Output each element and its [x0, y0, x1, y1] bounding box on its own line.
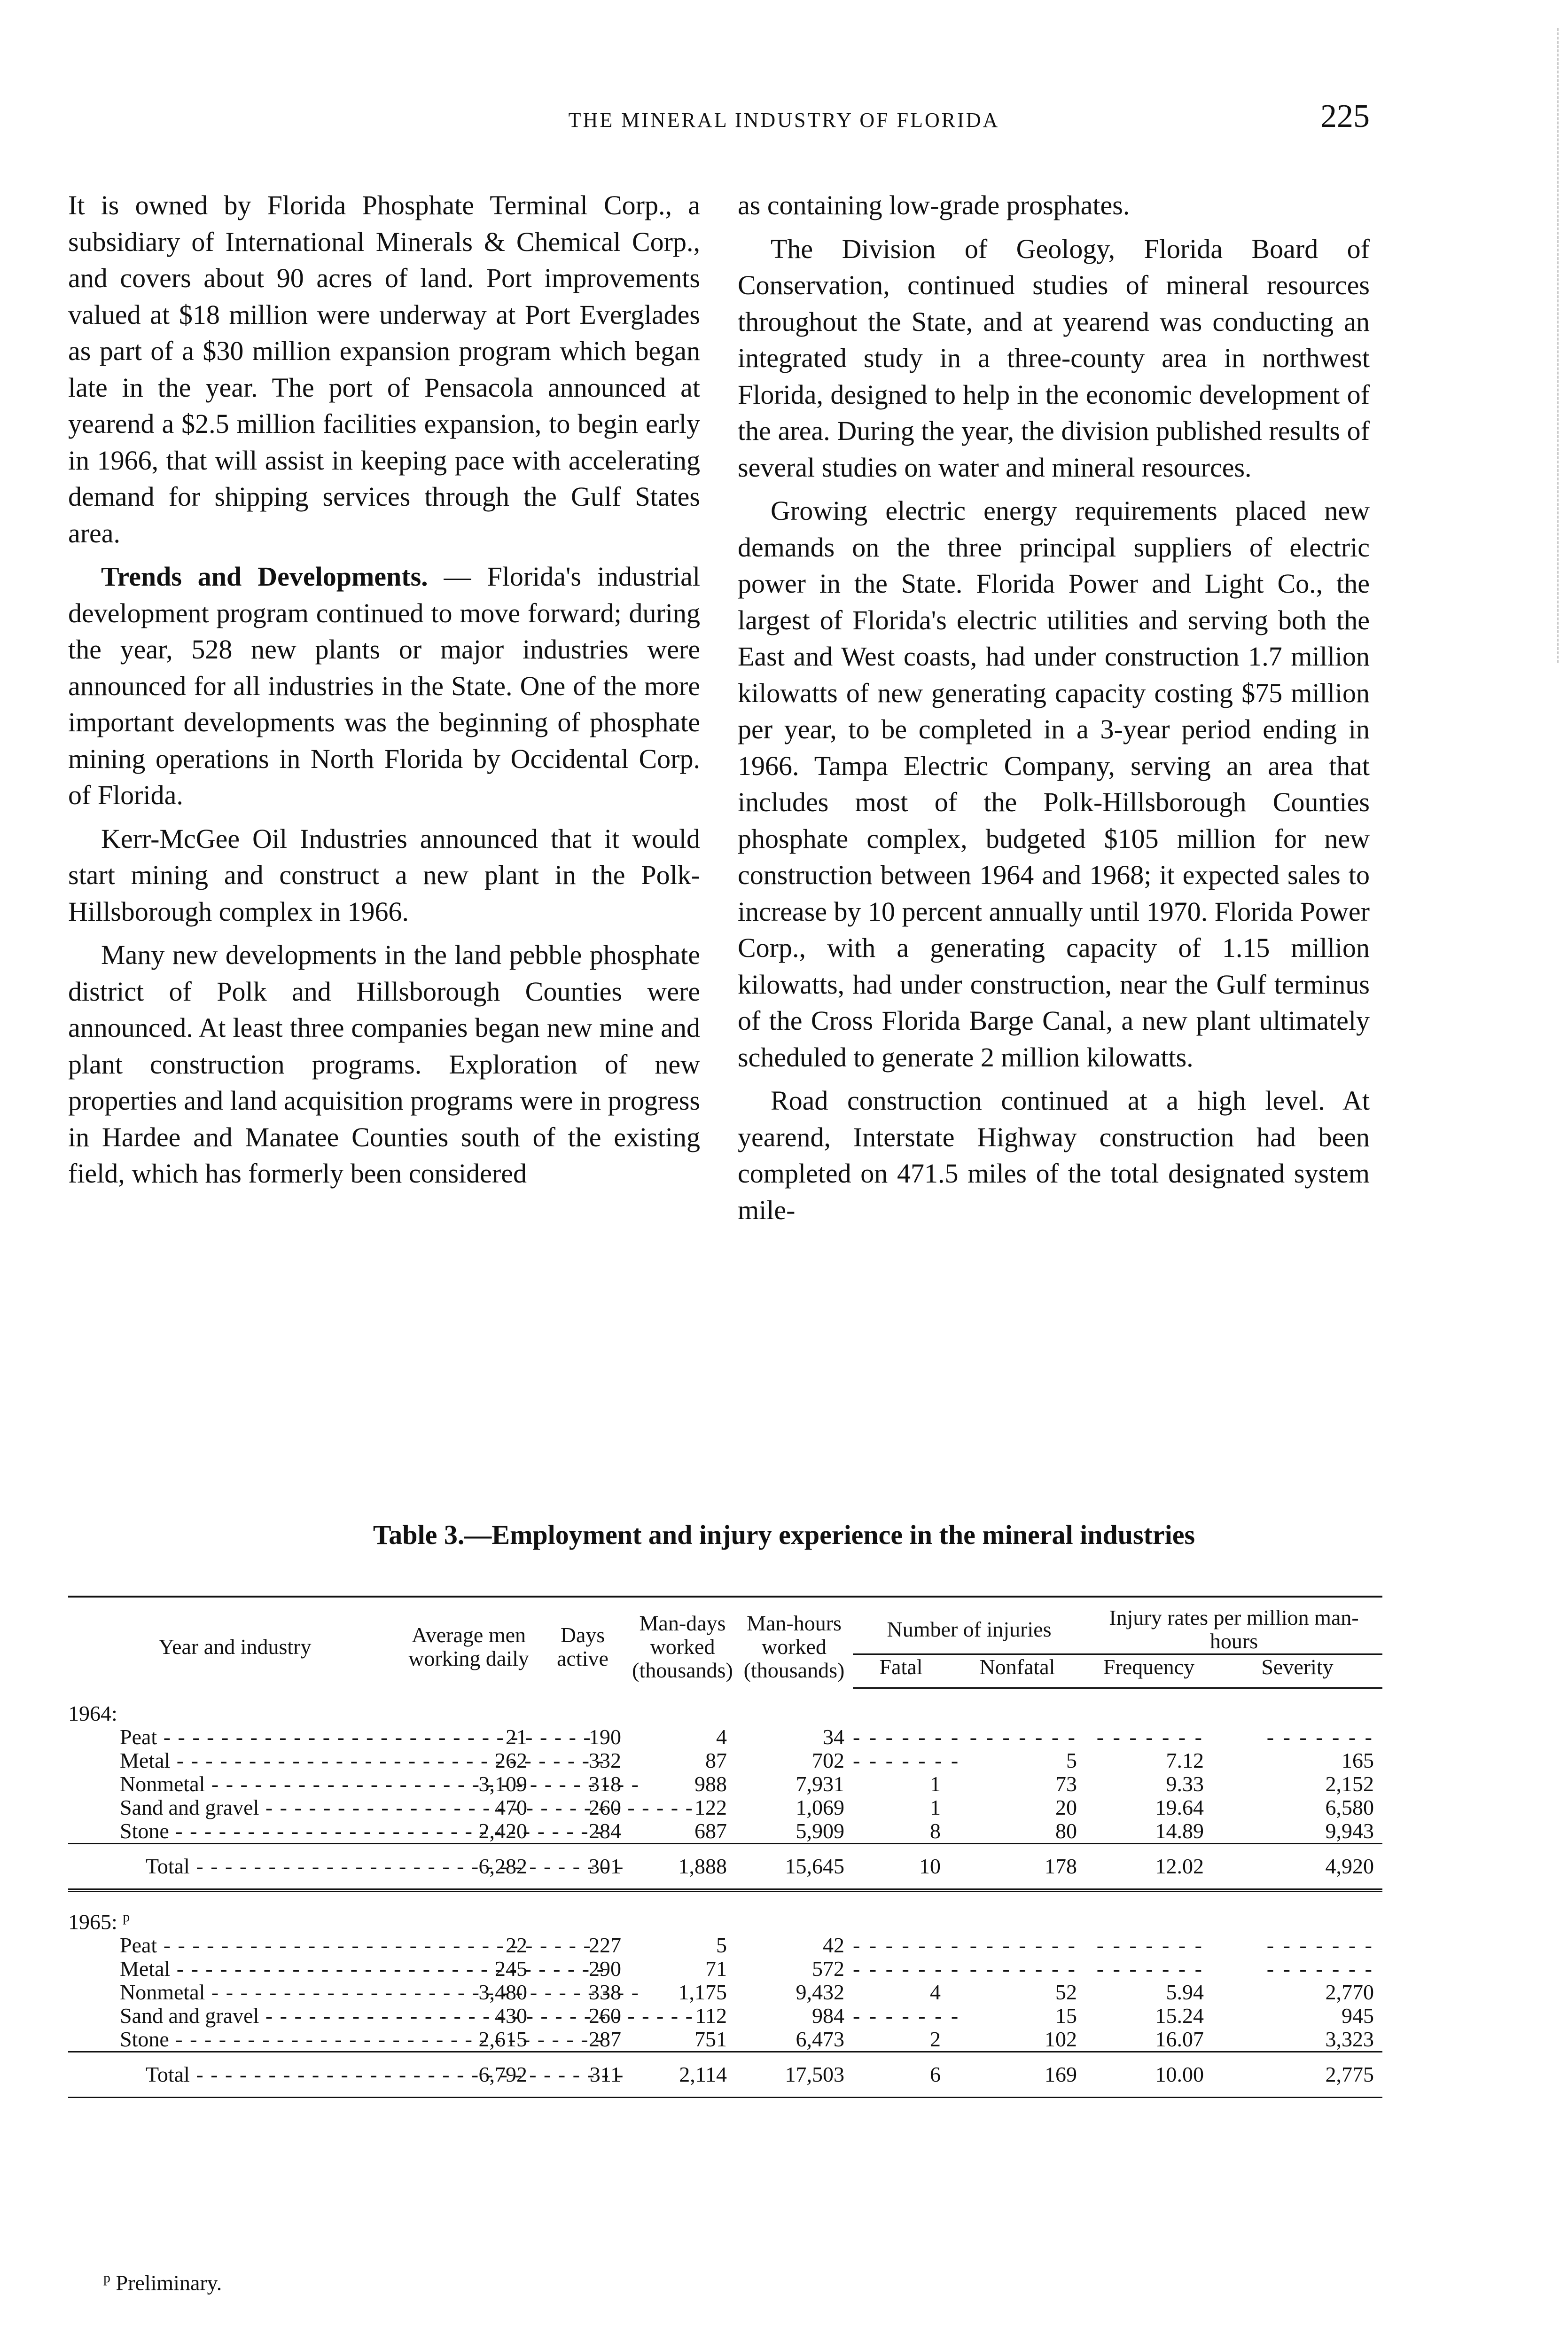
total-manhours-cell: 15,645	[785, 1854, 844, 1878]
men-cell: 22	[506, 1933, 527, 1958]
men-cell: 2,615	[478, 2027, 527, 2052]
year-label: 1964:	[68, 1701, 117, 1725]
fatal-cell: 1	[930, 1795, 941, 1819]
nonfatal-cell: 80	[1055, 1819, 1077, 1843]
mandays-cell: 751	[694, 2027, 727, 2052]
severity-cell: 2,152	[1325, 1772, 1374, 1796]
industry-cell: Sand and gravel - - -	[68, 2004, 402, 2028]
manhours-cell: 984	[812, 2004, 844, 2028]
paragraph: Trends and Developments. — Florida's industrial development program continued to move forward; during the year, 528 new plants or major industries were announced for all industries in the State. One of the more important developments was the beginning of phosphate mining operations in North Florida by Occidental Corp. of Florida.	[68, 561, 700, 810]
fatal-cell: 8	[930, 1819, 941, 1843]
total-mandays-cell: 2,114	[679, 2062, 727, 2087]
days-cell: 338	[589, 1980, 621, 2005]
industry-cell: Metal - - -	[68, 1957, 402, 1981]
total-men-cell: 6,282	[478, 1854, 527, 1878]
header-fatal: Fatal	[853, 1654, 949, 1688]
frequency-cell: - - - - - - -	[1096, 1957, 1204, 1981]
total-severity-cell: 4,920	[1325, 1854, 1374, 1878]
run-in-heading: Trends and Developments.	[101, 561, 428, 592]
total-label: Total - - -	[68, 1844, 402, 1889]
men-cell: 262	[495, 1748, 527, 1772]
table-body-1964	[68, 1688, 1382, 1891]
industry-cell: Nonmetal - - -	[68, 1981, 402, 2004]
header-man-hours: Man-hours worked (thousands)	[735, 1597, 853, 1688]
frequency-cell: 5.94	[1166, 1980, 1204, 2005]
industry-cell: Peat - - -	[68, 1725, 402, 1749]
fatal-cell: 4	[930, 1980, 941, 2005]
fatal-cell: 1	[930, 1772, 941, 1796]
severity-cell: - - - - - - -	[1266, 1725, 1374, 1749]
men-cell: 3,480	[478, 1980, 527, 2005]
industry-cell: Sand and gravel - - -	[68, 1796, 402, 1819]
footnote: $^p$ Preliminary.	[103, 2270, 222, 2295]
table-body-1965	[68, 1890, 1382, 2098]
industry-cell: Peat - - -	[68, 1934, 402, 1957]
days-cell: 260	[589, 2004, 621, 2028]
total-days-cell: 311	[589, 2062, 621, 2087]
manhours-cell: 5,909	[796, 1819, 844, 1843]
manhours-cell: 6,473	[796, 2027, 844, 2052]
paragraph: Growing electric energy requirements placed new demands on the three principal suppliers of electric power in the State. Florida Power and Light Co., the largest of Florida's electric utilities and serving both the East and West coasts, had under construction 1.7 million kilowatts of new generating capacity costing $75 million per year, to be completed in a 3-year period ending in 1966. Tampa Electric Company, serving an area that includes most of the Polk-Hillsborough Counties phosphate complex, budgeted $105 million for new construction between 1964 and 1968; it expected sales to increase by 10 percent annually until 1970. Florida Power Corp., with a generating capacity of 1.15 million kilowatts, had under construction, near the Gulf terminus of the Cross Florida Barge Canal, a new plant ultimately scheduled to generate 2 million kilowatts.	[738, 495, 1370, 1073]
nonfatal-cell: 52	[1055, 1980, 1077, 2005]
total-manhours-cell: 17,503	[785, 2062, 844, 2087]
mandays-cell: 5	[716, 1933, 727, 1958]
running-title: THE MINERAL INDUSTRY OF FLORIDA	[568, 109, 1000, 132]
days-cell: 260	[589, 1795, 621, 1819]
fatal-cell: - - - - - - -	[853, 1725, 960, 1749]
table-row	[68, 2004, 1382, 2028]
table-row	[68, 1819, 1382, 1843]
nonfatal-cell: 15	[1055, 2004, 1077, 2028]
mandays-cell: 112	[695, 2004, 727, 2028]
margin-rule	[1557, 28, 1560, 663]
men-cell: 2,420	[478, 1819, 527, 1843]
manhours-cell: 1,069	[796, 1795, 844, 1819]
left-column	[68, 187, 700, 1199]
frequency-cell: 7.12	[1166, 1748, 1204, 1772]
table-row	[68, 1772, 1382, 1796]
total-fatal-cell: 10	[919, 1854, 941, 1878]
frequency-cell: 19.64	[1155, 1795, 1204, 1819]
industry-cell: Stone - - -	[68, 2028, 402, 2051]
employment-injury-table	[68, 1596, 1382, 2098]
days-cell: 227	[589, 1933, 621, 1958]
severity-cell: 9,943	[1325, 1819, 1374, 1843]
header-man-days: Man-days worked (thousands)	[630, 1597, 735, 1688]
paragraph: It is owned by Florida Phosphate Terminal Corp., a subsidiary of International Minerals & Chemical Corp., and covers about 90 acres of land. Port improvements valued at $18 million were underway at Port Everglades as part of a $30 million expansion program which began late in the year. The port of Pensacola announced at yearend a $2.5 million facilities expansion, to begin early in 1966, that will assist in keeping pace with accelerating demand for shipping services through the Gulf States area.	[68, 190, 700, 548]
severity-cell: 945	[1342, 2004, 1374, 2028]
manhours-cell: 9,432	[796, 1980, 844, 2005]
total-row	[68, 2052, 1382, 2097]
table-row	[68, 1796, 1382, 1819]
nonfatal-cell: 5	[1066, 1748, 1077, 1772]
table-title: Table 3.—Employment and injury experience in the mineral industries	[373, 1520, 1195, 1550]
paragraph: as containing low-grade prosphates.	[738, 190, 1130, 220]
total-men-cell: 6,792	[478, 2062, 527, 2087]
industry-cell: Stone - - -	[68, 1819, 402, 1843]
paragraph: Road construction continued at a high level. At yearend, Interstate Highway construction had been completed on 471.5 miles of the total designated system mile-	[738, 1085, 1370, 1225]
frequency-cell: 14.89	[1155, 1819, 1204, 1843]
days-cell: 318	[589, 1772, 621, 1796]
men-cell: 470	[495, 1795, 527, 1819]
mandays-cell: 71	[705, 1957, 727, 1981]
mandays-cell: 1,175	[678, 1980, 727, 2005]
table-row	[68, 1749, 1382, 1772]
total-frequency-cell: 10.00	[1155, 2062, 1204, 2087]
right-column	[738, 187, 1370, 1235]
severity-cell: - - - - - - -	[1266, 1957, 1374, 1981]
men-cell: 430	[495, 2004, 527, 2028]
total-days-cell: 301	[589, 1854, 621, 1878]
days-cell: 190	[589, 1725, 621, 1749]
fatal-cell: - - - - - - -	[853, 1748, 960, 1772]
total-nonfatal-cell: 169	[1045, 2062, 1077, 2087]
total-label: Total - - -	[68, 2052, 402, 2097]
total-mandays-cell: 1,888	[678, 1854, 727, 1878]
severity-cell: 6,580	[1325, 1795, 1374, 1819]
table-row	[68, 1934, 1382, 1957]
fatal-cell: - - - - - - -	[853, 1933, 960, 1958]
total-fatal-cell: 6	[930, 2062, 941, 2087]
mandays-cell: 4	[716, 1725, 727, 1749]
mandays-cell: 988	[694, 1772, 727, 1796]
header-number-of-injuries: Number of injuries	[853, 1597, 1085, 1654]
table-rule	[68, 2097, 1382, 2098]
men-cell: 3,109	[478, 1772, 527, 1796]
header-average-men: Average men working daily	[402, 1597, 536, 1688]
industry-cell: Nonmetal - - -	[68, 1772, 402, 1796]
severity-cell: - - - - - - -	[1266, 1933, 1374, 1958]
total-nonfatal-cell: 178	[1045, 1854, 1077, 1878]
table-row	[68, 1957, 1382, 1981]
nonfatal-cell: 20	[1055, 1795, 1077, 1819]
mandays-cell: 122	[694, 1795, 727, 1819]
nonfatal-cell: - - - - - - -	[969, 1725, 1077, 1749]
severity-cell: 165	[1342, 1748, 1374, 1772]
manhours-cell: 42	[823, 1933, 844, 1958]
manhours-cell: 34	[823, 1725, 844, 1749]
fatal-cell: - - - - - - -	[853, 2004, 960, 2028]
year-label: 1965: $^p$	[68, 1909, 130, 1934]
table-row	[68, 2028, 1382, 2051]
paragraph: The Division of Geology, Florida Board of Conservation, continued studies of mineral resources throughout the State, and at yearend was conducting an integrated study in a three-county area in northwest Florida, designed to help in the economic development of the area. During the year, the division published results of several studies on water and mineral resources.	[738, 233, 1370, 483]
men-cell: 21	[506, 1725, 527, 1749]
frequency-cell: 16.07	[1155, 2027, 1204, 2052]
nonfatal-cell: - - - - - - -	[969, 1957, 1077, 1981]
fatal-cell: - - - - - - -	[853, 1957, 960, 1981]
nonfatal-cell: 73	[1055, 1772, 1077, 1796]
nonfatal-cell: - - - - - - -	[969, 1933, 1077, 1958]
header-days-active: Days active	[536, 1597, 630, 1688]
page-number: 225	[1320, 98, 1370, 134]
manhours-cell: 572	[812, 1957, 844, 1981]
header-frequency: Frequency	[1085, 1654, 1212, 1688]
table-row	[68, 1981, 1382, 2004]
header-severity: Severity	[1212, 1654, 1382, 1688]
days-cell: 332	[589, 1748, 621, 1772]
header-nonfatal: Nonfatal	[949, 1654, 1085, 1688]
total-severity-cell: 2,775	[1325, 2062, 1374, 2087]
frequency-cell: 15.24	[1155, 2004, 1204, 2028]
days-cell: 290	[589, 1957, 621, 1981]
severity-cell: 3,323	[1325, 2027, 1374, 2052]
frequency-cell: - - - - - - -	[1096, 1933, 1204, 1958]
days-cell: 284	[589, 1819, 621, 1843]
fatal-cell: 2	[930, 2027, 941, 2052]
paragraph: Many new developments in the land pebble phosphate district of Polk and Hillsborough Counties were announced. At least three companies began new mine and plant construction programs. Exploration of new properties and land acquisition programs were in progress in Hardee and Manatee Counties south of the existing field, which has formerly been considered	[68, 940, 700, 1189]
manhours-cell: 7,931	[796, 1772, 844, 1796]
table-row	[68, 1725, 1382, 1749]
mandays-cell: 87	[705, 1748, 727, 1772]
paragraph: Kerr-McGee Oil Industries announced that it would start mining and construct a new plant in the Polk-Hillsborough complex in 1966.	[68, 823, 700, 927]
days-cell: 287	[589, 2027, 621, 2052]
manhours-cell: 702	[812, 1748, 844, 1772]
header-injury-rates: Injury rates per million man-hours	[1085, 1597, 1382, 1654]
total-frequency-cell: 12.02	[1155, 1854, 1204, 1878]
total-row	[68, 1844, 1382, 1889]
frequency-cell: 9.33	[1166, 1772, 1204, 1796]
header-year-industry: Year and industry	[68, 1597, 402, 1688]
mandays-cell: 687	[694, 1819, 727, 1843]
severity-cell: 2,770	[1325, 1980, 1374, 2005]
frequency-cell: - - - - - - -	[1096, 1725, 1204, 1749]
men-cell: 245	[495, 1957, 527, 1981]
industry-cell: Metal - - -	[68, 1749, 402, 1772]
nonfatal-cell: 102	[1045, 2027, 1077, 2052]
